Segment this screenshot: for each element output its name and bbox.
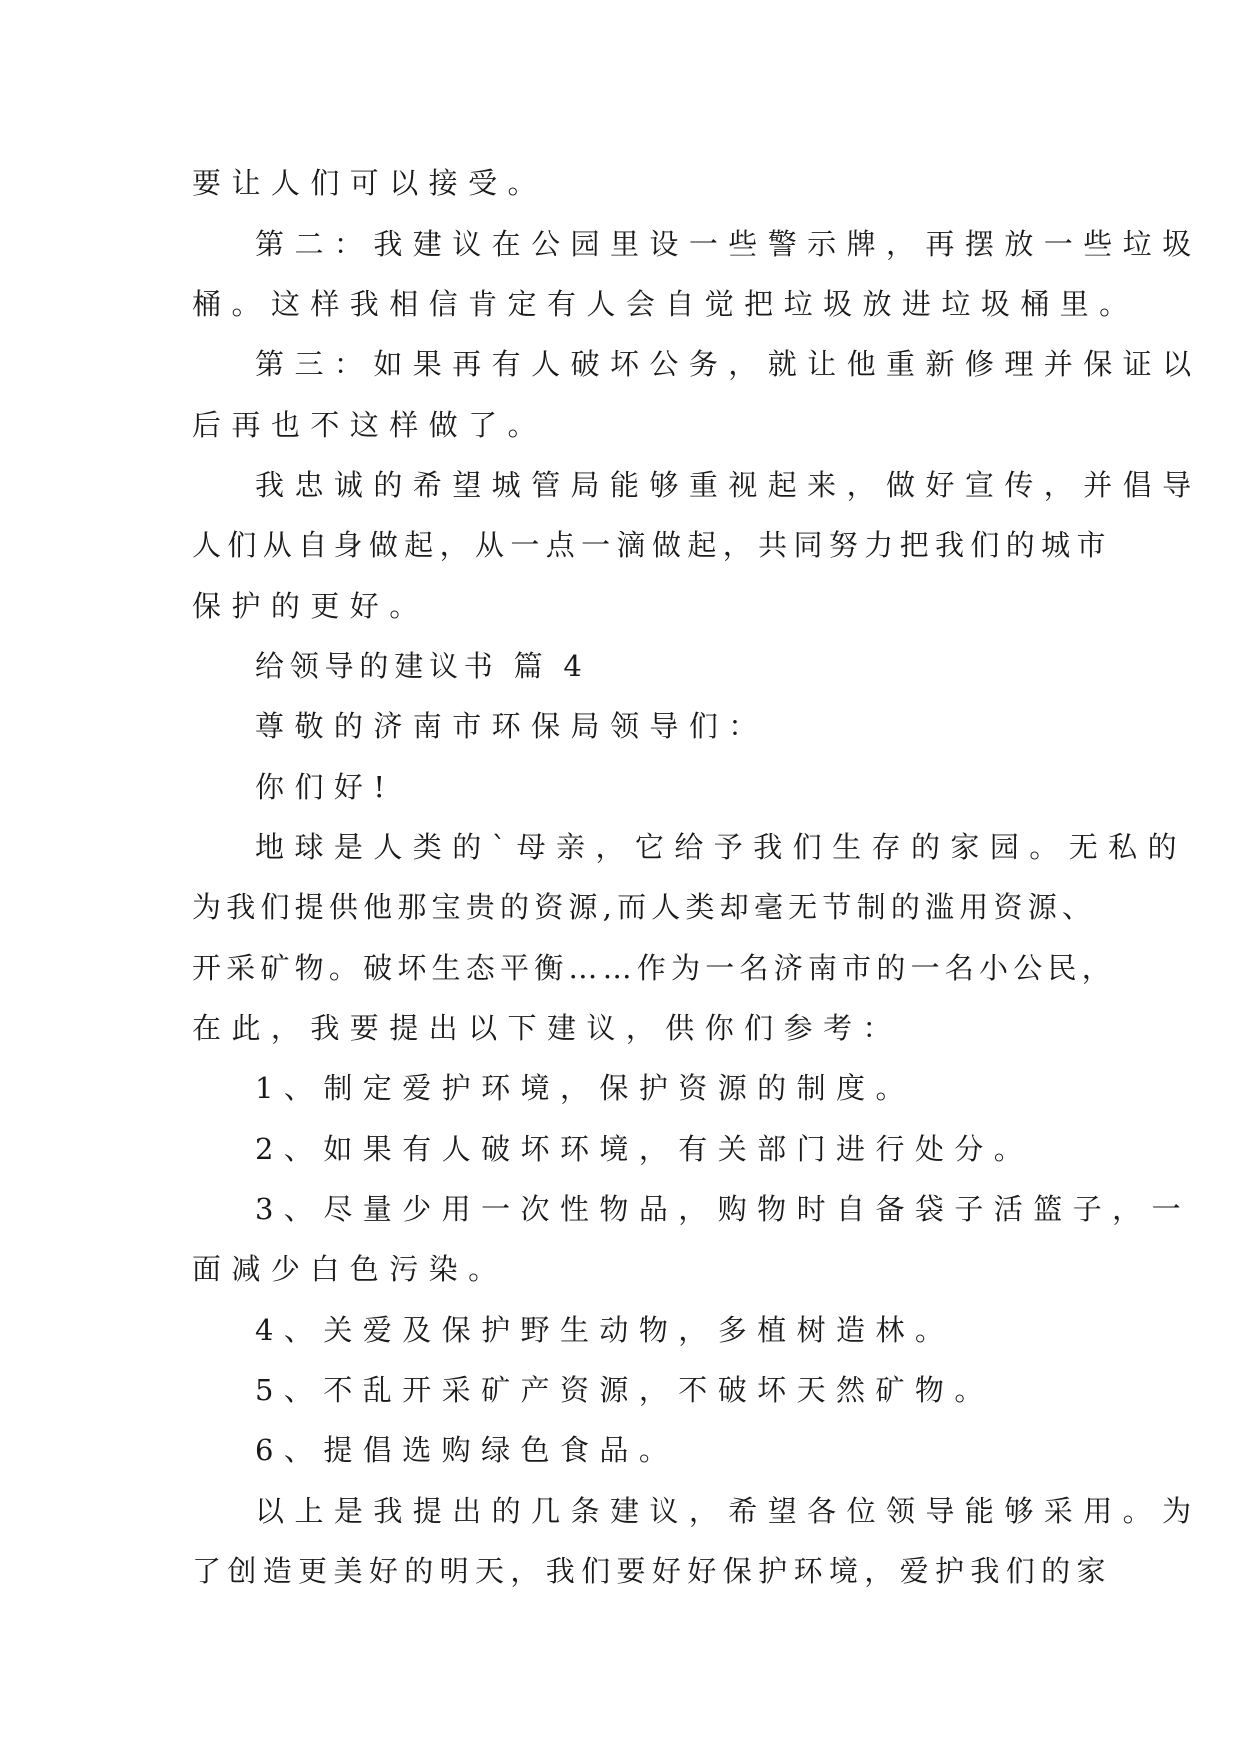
section-heading: 给领导的建议书 篇 4 [255, 649, 588, 683]
text-line: 地球是人类的`母亲，它给予我们生存的家园。无私的 [255, 830, 1188, 864]
text-line: 为我们提供他那宝贵的资源,而人类却毫无节制的滥用资源、 [192, 890, 1097, 924]
text-line: 以上是我提出的几条建议，希望各位领导能够采用。为 [255, 1494, 1202, 1528]
text-line: 我忠诚的希望城管局能够重视起来，做好宣传，并倡导 [255, 468, 1202, 502]
list-item: 4、关爱及保护野生动物，多植树造林。 [255, 1313, 955, 1347]
text-line: 第二：我建议在公园里设一些警示牌，再摆放一些垃圾 [255, 227, 1202, 261]
text-line: 要让人们可以接受。 [192, 166, 547, 200]
list-item: 3、尽量少用一次性物品，购物时自备袋子活篮子，一 [255, 1192, 1192, 1226]
text-line: 保护的更好。 [192, 589, 429, 623]
text-line: 桶。这样我相信肯定有人会自觉把垃圾放进垃圾桶里。 [192, 287, 1139, 321]
list-item: 6、提倡选购绿色食品。 [255, 1433, 679, 1467]
greeting: 你们好! [255, 770, 396, 804]
text-line: 在此，我要提出以下建议，供你们参考： [192, 1011, 902, 1045]
text-line: 了创造更美好的明天，我们要好好保护环境，爱护我们的家 [192, 1554, 1112, 1588]
text-line: 后再也不这样做了。 [192, 408, 547, 442]
list-item: 1、制定爱护环境，保护资源的制度。 [255, 1071, 915, 1105]
list-item: 2、如果有人破坏环境，有关部门进行处分。 [255, 1132, 1034, 1166]
text-line: 开采矿物。破坏生态平衡……作为一名济南市的一名小公民， [192, 951, 1116, 985]
text-line: 人们从自身做起，从一点一滴做起，共同努力把我们的城市 [192, 528, 1112, 562]
text-line: 第三：如果再有人破坏公务，就让他重新修理并保证以 [255, 347, 1202, 381]
text-line: 面减少白色污染。 [192, 1252, 508, 1286]
salutation: 尊敬的济南市环保局领导们： [255, 709, 768, 743]
list-item: 5、不乱开采矿产资源，不破坏天然矿物。 [255, 1373, 994, 1407]
